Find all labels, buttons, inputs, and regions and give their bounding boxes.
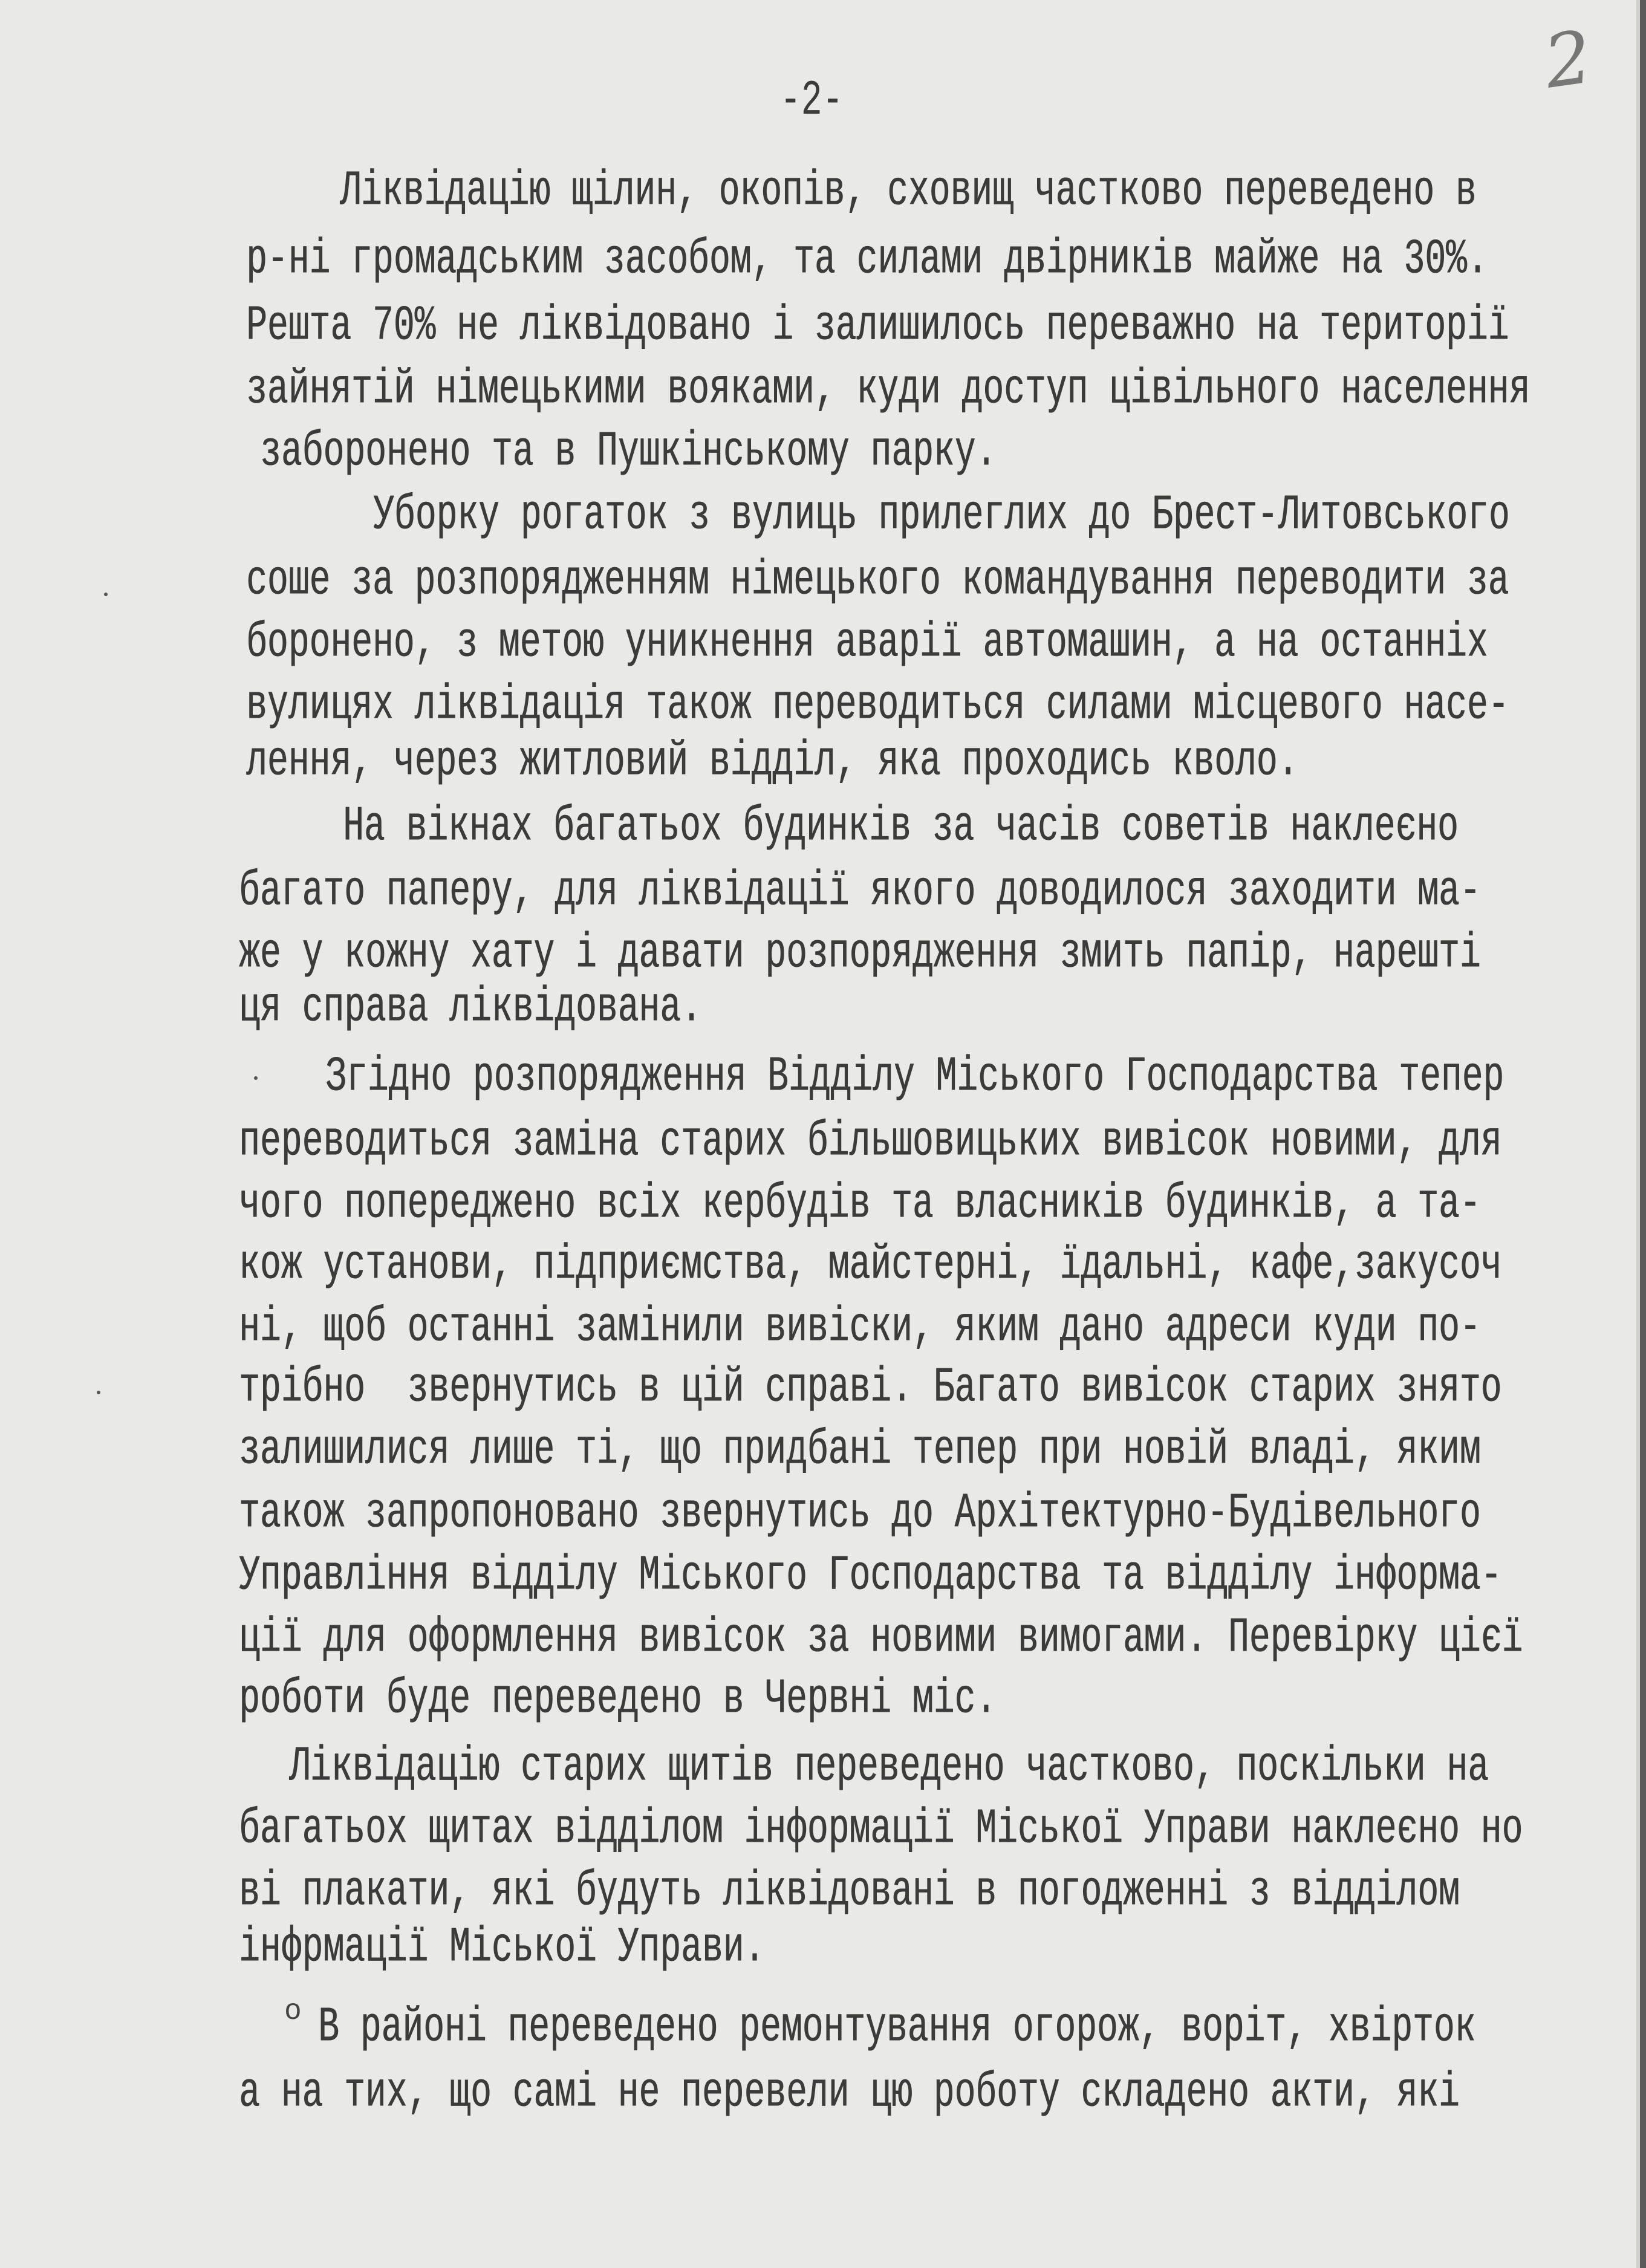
text-line: Решта 70% не ліквідовано і залишилось переважно на території: [246, 299, 1509, 354]
text-line: багатьох щитах відділом інформації Міської Управи наклеєно но: [239, 1802, 1523, 1857]
text-line: ця справа ліквідована.: [239, 980, 702, 1036]
text-line: трібно звернутись в цій справі. Багато вивісок старих знято: [239, 1360, 1502, 1416]
text-line: боронено, з метою уникнення аварії автомашин, а на останніх: [246, 616, 1488, 671]
text-line: В районі переведено ремонтування огорож, воріт, хвірток: [318, 2000, 1476, 2056]
text-line: багато паперу, для ліквідації якого доводилося заходити ма-: [239, 864, 1481, 920]
text-line: Згідно розпорядження Відділу Міського Господарства тепер: [325, 1050, 1504, 1105]
text-line: Ліквідацію старих щитів переведено частково, поскільки на: [289, 1740, 1489, 1795]
text-line: Управління відділу Міського Господарства та відділу інформа-: [239, 1548, 1502, 1604]
page-number: -2-: [780, 74, 844, 129]
paper-speck: [104, 593, 108, 596]
text-line: соше за розпорядженням німецького командування переводити за: [246, 553, 1509, 609]
text-line: же у кожну хату і давати розпорядження змить папір, нарешті: [239, 926, 1481, 982]
page-edge: [1640, 0, 1646, 2268]
text-line: інфрмації Міської Управи.: [239, 1920, 766, 1976]
text-line: кож установи, підприємства, майстерні, їдальні, кафе,закусоч: [239, 1238, 1502, 1293]
text-line: лення, через житловий відділ, яка проходись кволо.: [246, 734, 1299, 790]
paper-speck: [97, 1391, 100, 1394]
paper-speck: [254, 1076, 258, 1080]
handwritten-page-number: 2: [1539, 15, 1597, 105]
text-line: також запропоновано звернутись до Архітектурно-Будівельного: [239, 1486, 1481, 1542]
text-line: залишилися лише ті, що придбані тепер при новій владі, яким: [239, 1423, 1481, 1478]
text-line: чого попереджено всіх кербудів та власників будинків, а та-: [239, 1177, 1481, 1232]
text-line: Ліквідацію щілин, окопів, сховищ частково переведено в: [340, 164, 1477, 219]
text-line: р-ні громадським засобом, та силами двірників майже на 30%.: [246, 232, 1488, 288]
text-line: На вікнах багатьох будинків за часів советів наклеєно: [343, 799, 1459, 855]
text-line: Уборку рогаток з вулиць прилеглих до Брест-Литовського: [373, 488, 1510, 544]
text-line: вулицях ліквідація також переводиться силами місцевого насе-: [246, 678, 1509, 733]
text-line: ні, щоб останні замінили вивіски, яким дано адреси куди по-: [239, 1300, 1481, 1356]
text-line: роботи буде переведено в Червні міс.: [239, 1672, 997, 1727]
typed-correction: о: [284, 1995, 302, 2028]
text-line: а на тих, що самі не перевели цю роботу складено акти, які: [239, 2065, 1460, 2121]
text-line: ві плакати, які будуть ліквідовані в погодженні з відділом: [239, 1864, 1460, 1920]
text-line: ції для оформлення вивісок за новими вимогами. Перевірку цієї: [239, 1611, 1523, 1666]
text-line: зайнятій німецькими вояками, куди доступ цівільного населення: [246, 362, 1531, 418]
text-line: заборонено та в Пушкінському парку.: [260, 424, 997, 480]
text-line: переводиться заміна старих більшовицьких вивісок новими, для: [239, 1114, 1502, 1170]
